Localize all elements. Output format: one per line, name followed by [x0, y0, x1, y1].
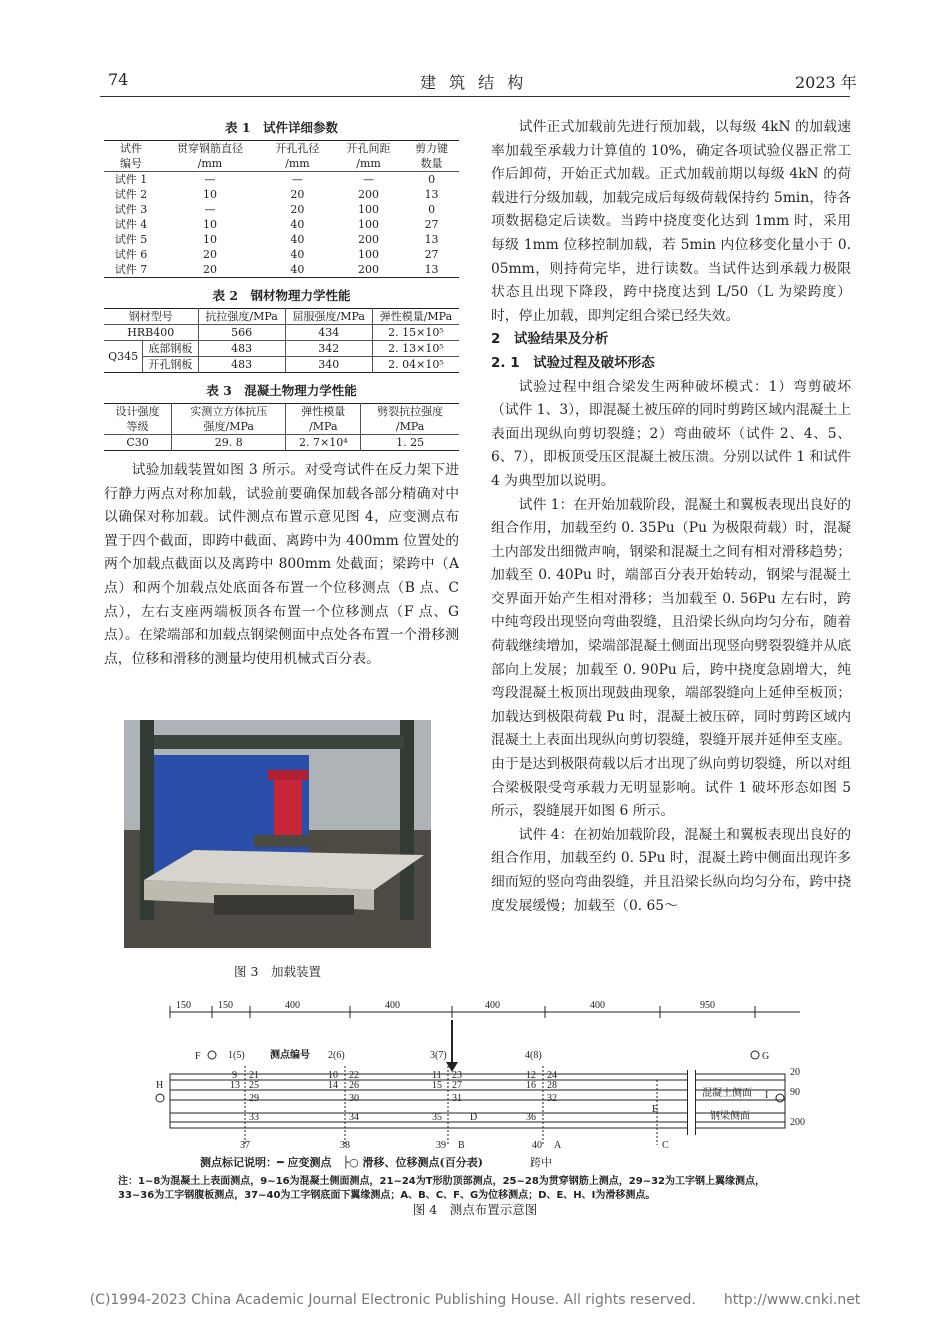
- table1: [104, 140, 459, 278]
- gauge-number: 29: [249, 1093, 259, 1104]
- measure-column-1: [230, 1066, 259, 1151]
- table3-header: 实测立方体抗压 强度/MPa: [172, 404, 286, 435]
- table-cell: 20: [202, 248, 217, 261]
- gauge-number: 38: [340, 1140, 350, 1151]
- gauge-number: 12: [526, 1070, 536, 1081]
- journal-year: 2023 年: [795, 73, 857, 92]
- gauge-number: 36: [526, 1112, 536, 1123]
- table-cell: 10: [202, 218, 217, 231]
- table1-header: 贯穿钢筋直径 /mm: [176, 142, 243, 170]
- paragraph-failure-modes: 试验过程中组合梁发生两种破坏模式：1）弯剪破坏（试件 1、3），即混凝土被压碎的同时剪跨区域内混凝土上表面出现纵向剪切裂缝；2）弯曲破坏（试件 2、4、5、6、7），即板顶受压区混凝土被压溃。分别以试件 1 和试件 4 为典型加以说明。: [491, 378, 851, 489]
- table-cell: 0: [428, 203, 436, 216]
- table-row: 开孔钢板 483 340 2. 04×10⁵: [104, 357, 459, 373]
- dim-label: 400: [485, 1000, 500, 1011]
- table-row: [104, 172, 459, 188]
- table3-header: 弹性模量 /MPa: [286, 404, 361, 435]
- table-cell: 试件 5: [114, 233, 148, 246]
- table-cell: 100: [358, 203, 380, 216]
- gauge-number: 31: [452, 1093, 462, 1104]
- table-row: [104, 217, 459, 232]
- gauge-number: 37: [240, 1140, 250, 1151]
- steel-side-label: 钢梁侧面: [710, 1111, 750, 1122]
- point-I-label: I: [765, 1090, 769, 1101]
- point-D-label: D: [470, 1112, 478, 1123]
- gauge-number: 30: [349, 1093, 359, 1104]
- table-cell: 13: [424, 263, 439, 276]
- section-2-heading: 2 试验结果及分析: [491, 331, 609, 348]
- point-label: 4(8): [525, 1050, 542, 1061]
- point-label: 3(7): [430, 1050, 447, 1061]
- table2-caption: 表 2 钢材物理力学性能: [212, 288, 351, 303]
- table2-header: 钢材型号: [128, 310, 173, 323]
- table-cell: 10: [202, 188, 217, 201]
- measure-column-4: [526, 1066, 562, 1151]
- point-A-label: A: [554, 1140, 562, 1151]
- point-F-label: F: [195, 1051, 201, 1062]
- table1-header: 开孔间距 /mm: [346, 142, 391, 170]
- table2-header: 抗拉强度/MPa: [198, 309, 285, 325]
- table2-header: 弹性模量/MPa: [372, 309, 459, 325]
- gauge-number: 27: [452, 1080, 462, 1091]
- table-cell: 200: [358, 263, 380, 276]
- left-column: [104, 118, 459, 671]
- table-cell: 13: [424, 233, 439, 246]
- dim-label: 150: [218, 1000, 233, 1011]
- gauge-number: 9: [232, 1070, 237, 1081]
- gauge-number: 40: [532, 1140, 542, 1151]
- gauge-number: 13: [230, 1080, 240, 1091]
- point-numbering-label: 测点编号: [270, 1050, 310, 1061]
- table-cell: 40: [290, 218, 305, 231]
- table-cell: 40: [290, 248, 305, 261]
- table-row: [104, 247, 459, 262]
- gauge-number: 23: [452, 1070, 462, 1081]
- table3-header: 设计强度 等级: [115, 405, 160, 433]
- journal-name: 建 筑 结 构: [420, 73, 528, 92]
- gauge-number: 25: [249, 1080, 259, 1091]
- gauge-number: 14: [328, 1080, 338, 1091]
- table2-header: 屈服强度/MPa: [285, 309, 372, 325]
- table-cell: 20: [290, 203, 305, 216]
- gauge-number: 32: [547, 1093, 557, 1104]
- table-cell: 27: [424, 218, 439, 231]
- gauge-number: 21: [249, 1070, 259, 1081]
- table-cell: 试件 3: [114, 203, 148, 216]
- table1-header: 剪力键 数量: [415, 142, 449, 170]
- copyright-footer: (C)1994-2023 China Academic Journal Electronic Publishing House. All rights reserved. http://www.cnki.net: [89, 1292, 861, 1308]
- fig4-legend: 测点标记说明：━ 应变测点 ├○ 滑移、位移测点(百分表): [200, 1156, 483, 1169]
- point-F-marker: [208, 1051, 216, 1059]
- measure-column-3: [432, 1066, 477, 1151]
- paragraph-loading: 试件正式加载前先进行预加载，以每级 4kN 的加载速率加载至承载力计算值的 10%，确定各项试验仪器正常工作后卸荷，开始正式加载。正式加载前期以每级 4kN 的荷载进行分级加载，加载完成后每级荷载保持约 5min，待各项数据稳定后读数。当跨中挠度变化达到 1mm 时，采用每级 1mm 位移控制加载，若 5min 内位移变化量小于 0. 05mm，则持荷完毕，进行读数。当试件达到承载力极限状态且出现下降段，跨中挠度达到 L/50（L 为梁跨度）时，停止加载，即判定组合梁已经失效。: [491, 119, 851, 324]
- right-dim: 200: [790, 1117, 805, 1128]
- point-H-label: H: [156, 1080, 164, 1091]
- concrete-side-label: 混凝土侧面: [702, 1088, 752, 1099]
- fig4-caption: 图 4 测点布置示意图: [412, 1202, 538, 1217]
- right-dim: 90: [790, 1087, 800, 1098]
- table-cell: 100: [358, 218, 380, 231]
- gauge-number: 28: [547, 1080, 557, 1091]
- table1-header: 开孔孔径 /mm: [275, 142, 320, 170]
- point-G-marker: [751, 1051, 759, 1059]
- table3: [104, 403, 459, 451]
- gauge-number: 34: [349, 1112, 359, 1123]
- fig4-note-line1: 注：1~8为混凝土上表面测点，9~16为混凝土侧面测点，21~24为T形肋顶部测点，25~28为贯穿钢筋上测点，29~32为工字钢上翼缘测点，: [118, 1176, 766, 1187]
- table-cell: 100: [358, 248, 380, 261]
- loading-device-photo: [124, 720, 431, 948]
- table-cell: 20: [290, 188, 305, 201]
- table-cell: 27: [424, 248, 439, 261]
- page-number: 74: [108, 70, 129, 89]
- table-cell: 40: [290, 263, 305, 276]
- measure-column-2: [328, 1066, 359, 1151]
- table-cell: 试件 1: [114, 173, 148, 186]
- paragraph-specimen-4: 试件 4：在初始加载阶段，混凝土和翼板表现出良好的组合作用，加载至约 0. 5Pu 时，混凝土跨中侧面出现许多细而短的竖向弯曲裂缝，并且沿梁长纵向均匀分布，跨中挠度发展缓慢；加载至（0. 65～: [491, 826, 851, 914]
- table-cell: 0: [428, 173, 436, 186]
- table3-header: 劈裂抗拉强度 /MPa: [361, 404, 459, 435]
- table3-caption: 表 3 混凝土物理力学性能: [206, 383, 357, 398]
- fig4-note-line2: 33~36为工字钢腹板测点，37~40为工字钢底面下翼缘测点；A、B、C、F、G为位移测点；D、E、H、I为滑移测点。: [118, 1190, 656, 1201]
- dim-label: 150: [176, 1000, 191, 1011]
- table2: [104, 308, 459, 373]
- point-I-marker: [776, 1094, 784, 1102]
- table-cell: 200: [358, 188, 380, 201]
- table-cell: 试件 2: [114, 188, 148, 201]
- dim-label: 400: [590, 1000, 605, 1011]
- dim-label: 400: [385, 1000, 400, 1011]
- point-B-label: B: [458, 1140, 465, 1151]
- table-cell: 20: [202, 263, 217, 276]
- fig3-caption: 图 3 加载装置: [234, 964, 321, 979]
- gauge-number: 16: [526, 1080, 536, 1091]
- fig4-diagram: [140, 1000, 820, 1155]
- right-column: [491, 116, 851, 918]
- table-row: [104, 202, 459, 217]
- gauge-number: 15: [432, 1080, 442, 1091]
- section-2-1-heading: 2. 1 试验过程及破坏形态: [491, 354, 655, 371]
- point-E-label: E: [652, 1104, 659, 1115]
- table-cell: 40: [290, 233, 305, 246]
- dim-label: 950: [700, 1000, 715, 1011]
- table-row: Q345 底部钢板 483 342 2. 13×10⁵: [104, 341, 459, 357]
- table-row: [104, 187, 459, 202]
- point-label: 2(6): [328, 1050, 345, 1061]
- point-label: 1(5): [228, 1050, 245, 1061]
- paragraph-specimen-1: 试件 1：在开始加载阶段，混凝土和翼板表现出良好的组合作用，加载至约 0. 35Pu（Pu 为极限荷载）时，混凝土内部发出细微声响，钢梁和混凝土之间有相对滑移趋势；加载至 0. 40Pu 时，端部百分表开始转动，钢梁与混凝土交界面开始产生相对滑移；当加载至 0. 56Pu 左右时，跨中纯弯段出现竖向弯曲裂缝，且沿梁长纵向均匀分布，随着荷载继续增加，梁端部混凝土侧面出现竖向劈裂裂缝并从底部向上发展；加载至 0. 90Pu 后，跨中挠度急剧增大，纯弯段混凝土板顶出现鼓曲现象，端部裂缝向上延伸至板顶；加载达到极限荷载 Pu 时，混凝土被压碎，同时剪跨区域内混凝土上表面出现纵向剪切裂缝，裂缝开展并延伸至支座。由于是达到极限荷载以后才出现了纵向剪切裂缝，所以对组合梁极限受弯承载力无明显影响。试件 1 破坏形态如图 5 所示，裂缝展开如图 6 所示。: [491, 496, 851, 820]
- gauge-number: 10: [328, 1070, 338, 1081]
- point-C-label: C: [662, 1140, 669, 1151]
- table-row: HRB400 566 434 2. 15×10⁵: [104, 325, 459, 341]
- table-cell: 试件 4: [114, 218, 148, 231]
- point-G-label: G: [762, 1051, 770, 1062]
- gauge-number: 33: [249, 1112, 259, 1123]
- gauge-number: 11: [432, 1070, 442, 1081]
- table-cell: 13: [424, 188, 439, 201]
- gauge-number: 39: [436, 1140, 446, 1151]
- table-cell: 200: [358, 233, 380, 246]
- table-cell: —: [204, 203, 216, 216]
- table-cell: 试件 6: [114, 248, 148, 261]
- table-row: C30 29. 8 2. 7×10⁴ 1. 25: [104, 435, 459, 451]
- gauge-number: 26: [349, 1080, 359, 1091]
- table1-caption: 表 1 试件详细参数: [224, 120, 339, 135]
- right-dim: 20: [790, 1067, 800, 1078]
- table-cell: —: [291, 173, 303, 186]
- table-cell: 试件 7: [114, 263, 148, 276]
- dim-label: 400: [285, 1000, 300, 1011]
- gauge-number: 22: [349, 1070, 359, 1081]
- gauge-number: 24: [547, 1070, 557, 1081]
- table1-header: 试件 编号: [120, 142, 143, 170]
- table-row: [104, 232, 459, 247]
- table-cell: —: [363, 173, 375, 186]
- gauge-number: 35: [432, 1112, 442, 1123]
- midspan-label: 跨中: [530, 1156, 552, 1169]
- left-paragraph: 试验加载装置如图 3 所示。对受弯试件在反力架下进行静力两点对称加载，试验前要确保加载各部分精确对中以确保对称加载。试件测点布置示意见图 4，应变测点布置于四个截面，即跨中截面、离跨中为 400mm 位置处的两个加载点截面以及离跨中 800mm 处截面；梁跨中（A 点）和两个加载点处底面各布置一个位移测点（B 点、C 点），左右支座两端板顶各布置一个位移测点（F 点、G 点）。在梁端部和加载点钢梁侧面中点处各布置一个滑移测点，位移和滑移的测量均使用机械式百分表。: [104, 462, 459, 667]
- point-H-marker: [156, 1094, 164, 1102]
- table-row: [104, 262, 459, 278]
- table-cell: 10: [202, 233, 217, 246]
- header-rule: [100, 96, 850, 97]
- table-cell: —: [204, 173, 216, 186]
